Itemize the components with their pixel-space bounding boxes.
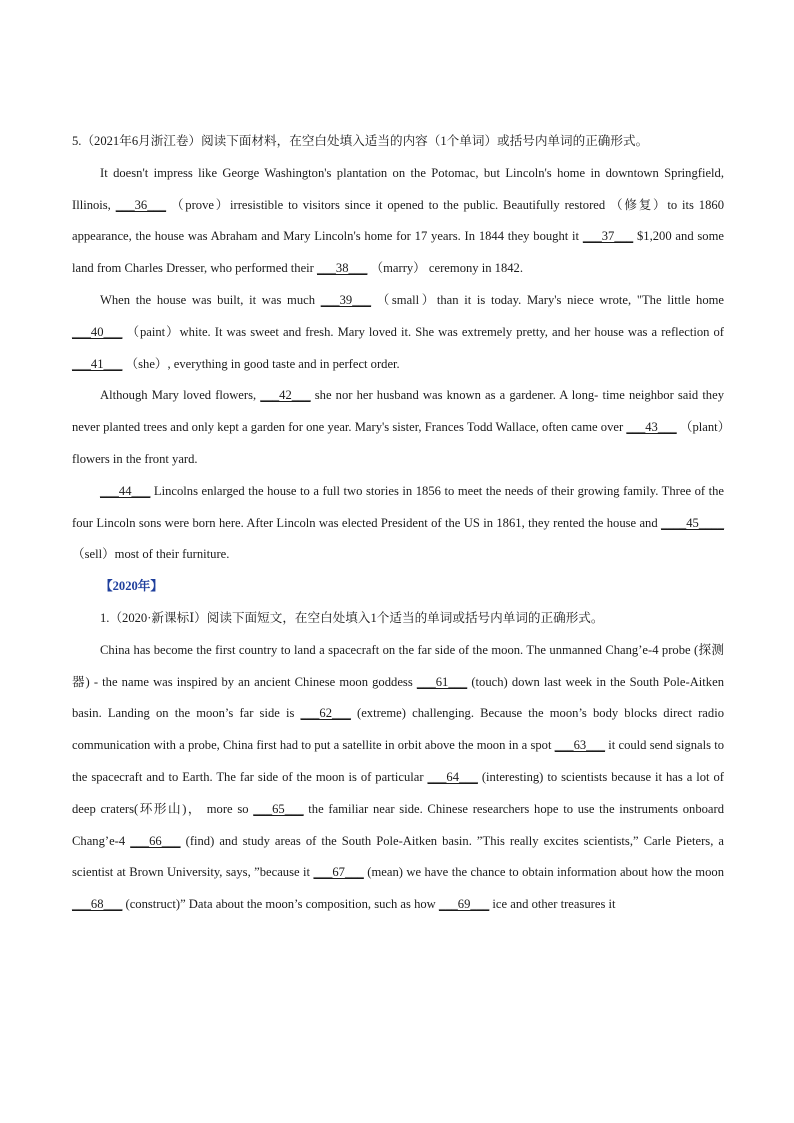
passage-text: （small）than it is today. Mary's niece wrote, "The little home xyxy=(371,292,724,307)
passage-text: （she）, everything in good taste and in perfect order. xyxy=(122,356,400,371)
passage-text: It doesn't impress like George Washington's plantation on the Potomac, but Lincoln's home in downtown Springfield, Illinois, xyxy=(72,165,724,212)
passage-paragraph xyxy=(72,380,724,475)
question-5-instruction: 5.（2021年6月浙江卷）阅读下面材料，在空白处填入适当的内容（1个单词）或括号内单词的正确形式。 xyxy=(72,134,649,148)
answer-blank: ___63___ xyxy=(554,738,606,753)
passage-text: （sell）most of their furniture. xyxy=(72,547,230,562)
passage-text: Lincolns enlarged the house to a full two stories in 1856 to meet the needs of their growing family. Three of the four Lincoln sons were born here. After Lincoln was elected President of the US in 1861, they rented the house and xyxy=(72,483,724,530)
section-heading-2020: 【2020年】 xyxy=(100,579,163,594)
answer-blank: ___44___ xyxy=(100,483,151,498)
passage-text: （marry） ceremony in 1842. xyxy=(367,261,524,276)
passage-text: she nor her husband was known as a gardener. A long- time neighbor said they never planted trees and only kept a garden for one year. Mary's sister, Frances Todd Wallace, often came over xyxy=(72,388,724,435)
answer-blank: ___40___ xyxy=(72,324,123,339)
passage-text: it could send signals to the spacecraft and to Earth. The far side of the moon is of particular xyxy=(72,738,724,784)
passage-text: （paint）white. It was sweet and fresh. Mary loved it. She was extremely pretty, and her house was a reflection of xyxy=(122,324,724,339)
answer-blank: ___61___ xyxy=(416,674,468,689)
answer-blank: ___42___ xyxy=(260,388,311,403)
passage-text: (interesting) to scientists because it has a lot of deep craters(环形山)， more so xyxy=(72,769,724,816)
passage-paragraph xyxy=(72,158,724,285)
answer-blank: ___62___ xyxy=(300,706,351,721)
passage-text: When the house was built, it was much xyxy=(100,292,321,307)
answer-blank: ___65___ xyxy=(253,801,304,816)
answer-blank: ___43___ xyxy=(626,420,677,435)
passage-text: (find) and study areas of the South Pole-Aitken basin. ”This really excites scientists,” Carle Pieters, a scientist at Brown University, says, ”because it xyxy=(72,833,724,880)
passage-2020-new-curriculum xyxy=(72,635,724,921)
passage-text: $1,200 and some land from Charles Dresser, who performed their xyxy=(72,229,724,276)
answer-blank: ___66___ xyxy=(130,833,181,848)
question-1-instruction: 1.（2020·新课标Ⅰ）阅读下面短文，在空白处填入1个适当的单词或括号内单词的正确形式。 xyxy=(100,610,604,625)
answer-blank: ___39___ xyxy=(320,292,372,307)
answer-blank: ___36___ xyxy=(115,197,167,212)
passage-text: ice and other treasures it xyxy=(489,897,616,912)
passage-text: (mean) we have the chance to obtain information about how the moon xyxy=(363,865,724,880)
passage-text: (construct)” Data about the moon’s composition, such as how xyxy=(122,897,439,912)
answer-blank: ___69___ xyxy=(438,897,490,912)
answer-blank: ___64___ xyxy=(427,769,478,784)
passage-text: China has become the first country to land a spacecraft on the far side of the moon. The unmanned Chang’e-4 probe (探测器) - the name was inspired by an ancient Chinese moon goddess xyxy=(72,642,724,689)
answer-blank: ___38___ xyxy=(317,261,368,276)
passage-text: （plant）flowers in the front yard. xyxy=(72,420,724,466)
passage-text: Although Mary loved flowers, xyxy=(100,388,261,403)
document-page xyxy=(72,126,724,921)
passage-text: (touch) down last week in the South Pole-Aitken basin. Landing on the moon’s far side is xyxy=(72,674,724,721)
answer-blank: ___68___ xyxy=(72,897,123,912)
passage-2021-zhejiang xyxy=(72,158,724,571)
answer-blank: ____45____ xyxy=(661,515,724,530)
answer-blank: ___41___ xyxy=(72,356,123,371)
passage-paragraph xyxy=(72,476,724,571)
passage-text: （prove）irresistible to visitors since it opened to the public. Beautifully restored （修复）to its 1860 appearance, the house was Abraham and Mary Lincoln's home for 17 years. In 1844 they bought it xyxy=(72,197,724,244)
passage-text: (extreme) challenging. Because the moon’s body blocks direct radio communication with a probe, China first had to put a satellite in orbit above the moon in a spot xyxy=(72,706,724,753)
answer-blank: ___37___ xyxy=(582,229,634,244)
passage-text: the familiar near side. Chinese researchers hope to use the instruments onboard Chang’e-4 xyxy=(72,801,724,848)
answer-blank: ___67___ xyxy=(313,865,364,880)
passage-paragraph xyxy=(72,635,724,921)
passage-paragraph xyxy=(72,285,724,380)
